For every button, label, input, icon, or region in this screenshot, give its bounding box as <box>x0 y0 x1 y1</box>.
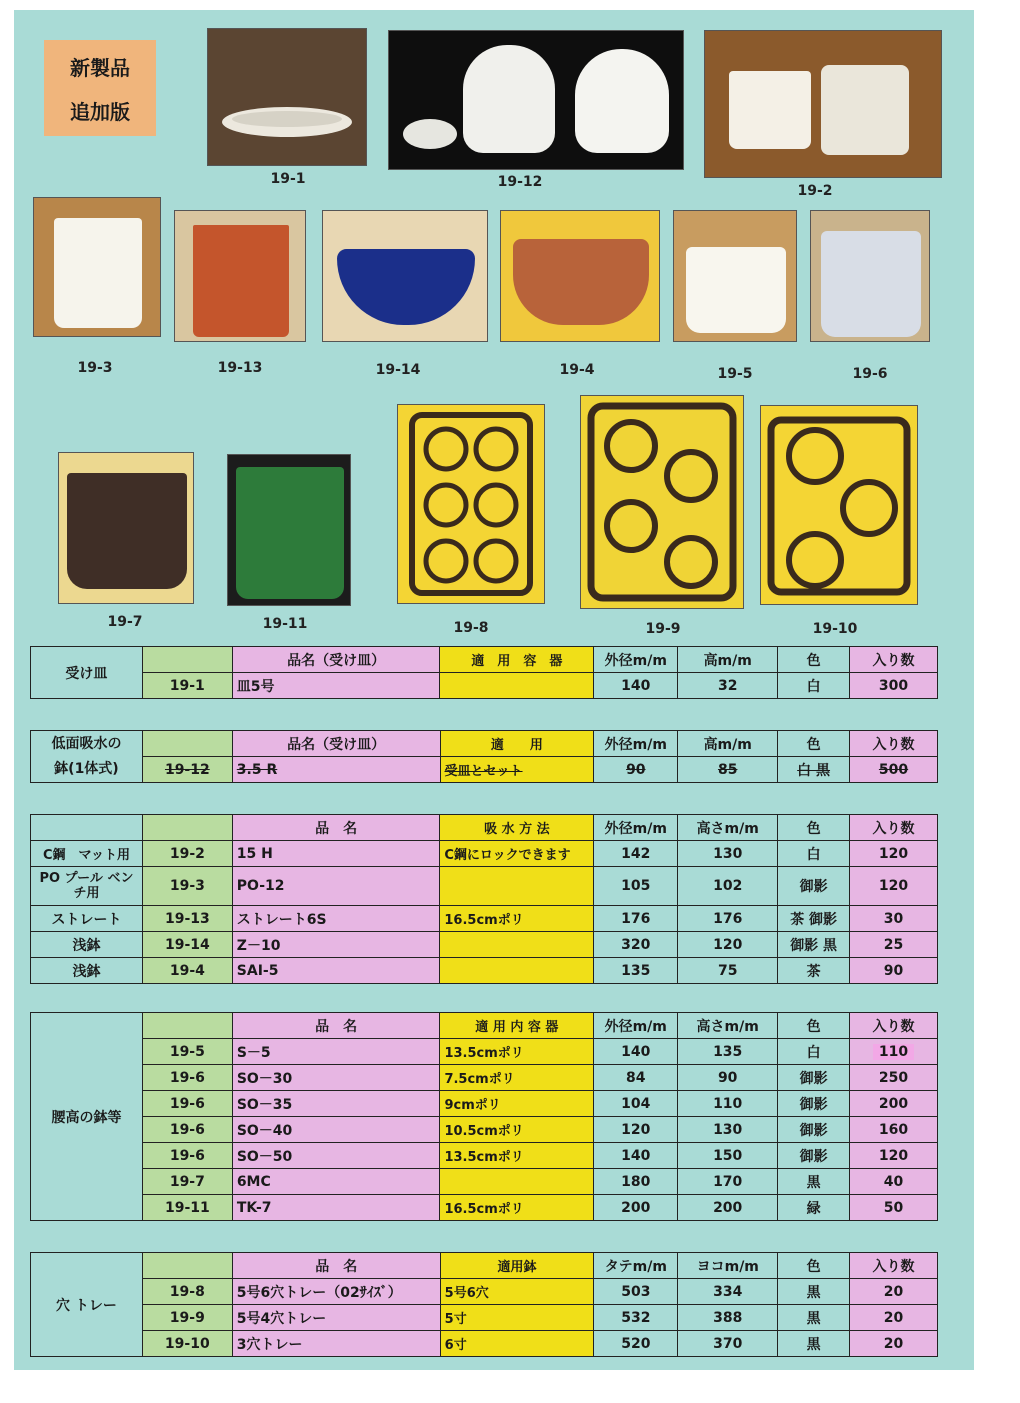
product-photo-19-6 <box>810 210 930 342</box>
photo-caption: 19-3 <box>77 360 113 376</box>
photo-caption: 19-9 <box>645 621 681 637</box>
section-label-line-2: 鉢(1体式) <box>54 760 119 777</box>
new-product-badge <box>44 40 156 136</box>
col-header-qty: 入り数 <box>850 1253 938 1279</box>
col-header-dia: 外径m/m <box>594 1013 678 1039</box>
table-row: 19-9 5号4穴トレー 5寸 532 388 黒 20 <box>31 1305 938 1331</box>
photo-caption: 19-8 <box>453 620 489 636</box>
bottom-watering-table <box>30 730 938 783</box>
table-row: 19-8 5号6穴トレー（02ｻｲｽﾞ） 5号6穴 503 334 黒 20 <box>31 1279 938 1305</box>
product-photo-19-1 <box>207 28 367 166</box>
col-header-color: 色 <box>778 647 850 673</box>
product-photo-19-3 <box>33 197 161 337</box>
tray-3-hole-image <box>761 406 917 604</box>
tray-4-hole-image <box>581 396 743 608</box>
col-header-color: 色 <box>778 815 850 841</box>
photo-caption: 19-2 <box>797 183 833 199</box>
photo-caption: 19-12 <box>497 174 543 190</box>
product-photo-19-10 <box>760 405 918 605</box>
col-header-color: 色 <box>778 1253 850 1279</box>
product-photo-19-14 <box>322 210 488 342</box>
table-row: 19-6 SO－40 10.5cmポリ 120 130 御影 160 <box>31 1117 938 1143</box>
col-header-height: 高m/m <box>678 731 778 757</box>
hole-tray-table <box>30 1252 938 1357</box>
col-header-qty: 入り数 <box>850 731 938 757</box>
col-header-color: 色 <box>778 1013 850 1039</box>
photo-caption: 19-10 <box>812 621 858 637</box>
tall-pot-table <box>30 1012 938 1221</box>
photo-caption: 19-14 <box>375 362 421 378</box>
table-row: ストレート 19-13 ストレート6S 16.5cmポリ 176 176 茶 御影 30 <box>31 906 938 932</box>
table-row: 浅鉢 19-14 Z－10 320 120 御影 黒 25 <box>31 932 938 958</box>
col-header-height: 高さm/m <box>678 1013 778 1039</box>
col-header-app: 適 用 容 器 <box>440 647 594 673</box>
photo-caption: 19-1 <box>270 171 306 187</box>
col-header-qty: 入り数 <box>850 815 938 841</box>
photo-caption: 19-7 <box>107 614 143 630</box>
photo-caption: 19-4 <box>559 362 595 378</box>
col-header-name: 品 名 <box>232 1013 440 1039</box>
table-row: 19-7 6MC 180 170 黒 40 <box>31 1169 938 1195</box>
table-row: 19-11 TK-7 16.5cmポリ 200 200 緑 50 <box>31 1195 938 1221</box>
table-header-row <box>31 647 938 673</box>
table-row-discontinued: 19-12 3.5 R 受皿とセット 90 85 白 黒 500 <box>31 757 938 783</box>
product-photo-19-2 <box>704 30 942 178</box>
table-row: 19-6 SO－50 13.5cmポリ 140 150 御影 120 <box>31 1143 938 1169</box>
col-header-height: 高さm/m <box>678 815 778 841</box>
saucer-table <box>30 646 938 699</box>
table-row: 浅鉢 19-4 SAI-5 135 75 茶 90 <box>31 958 938 984</box>
product-photo-19-4 <box>500 210 660 342</box>
table-row: C鋼 マット用 19-2 15 H C鋼にロックできます 142 130 白 120 <box>31 841 938 867</box>
col-header-dia: 外径m/m <box>594 731 678 757</box>
tray-6-hole-image <box>398 405 544 603</box>
col-header-name: 品 名 <box>232 1253 440 1279</box>
product-photo-19-8 <box>397 404 545 604</box>
product-photo-19-11 <box>227 454 351 606</box>
badge-line-1: 新製品 <box>70 55 130 80</box>
col-header-name: 品 名 <box>232 815 440 841</box>
col-header-color: 色 <box>778 731 850 757</box>
col-header-qty: 入り数 <box>850 647 938 673</box>
badge-line-2: 追加版 <box>70 99 130 124</box>
table-header-row <box>31 1013 938 1039</box>
section-label: 穴 トレー <box>31 1253 143 1357</box>
table-row: 19-6 SO－30 7.5cmポリ 84 90 御影 250 <box>31 1065 938 1091</box>
section-label: 腰高の鉢等 <box>31 1013 143 1221</box>
product-photo-19-13 <box>174 210 306 342</box>
table-row: 19-6 SO－35 9cmポリ 104 110 御影 200 <box>31 1091 938 1117</box>
photo-caption: 19-5 <box>717 366 753 382</box>
product-photo-19-5 <box>673 210 797 342</box>
section-label: 受け皿 <box>31 647 143 699</box>
col-header-length: タテm/m <box>594 1253 678 1279</box>
table-row: PO プール ベンチ用 19-3 PO-12 105 102 御影 120 <box>31 867 938 906</box>
col-header-app: 適 用 内 容 器 <box>440 1013 594 1039</box>
table-row: 19-1 皿5号 140 32 白 300 <box>31 673 938 699</box>
col-header-height: 高m/m <box>678 647 778 673</box>
table-header-row <box>31 815 938 841</box>
table-row: 19-10 3穴トレー 6寸 520 370 黒 20 <box>31 1331 938 1357</box>
col-header-dia: 外径m/m <box>594 815 678 841</box>
product-photo-19-7 <box>58 452 194 604</box>
photo-caption: 19-11 <box>262 616 308 632</box>
table-row: 19-5 S－5 13.5cmポリ 140 135 白 110 <box>31 1039 938 1065</box>
highlighted-qty: 110 <box>873 1044 914 1060</box>
photo-caption: 19-6 <box>852 366 888 382</box>
col-header-app: 適 用 <box>440 731 594 757</box>
table-header-row <box>31 1253 938 1279</box>
col-header-app: 適用鉢 <box>440 1253 594 1279</box>
table-header-row <box>31 731 938 757</box>
section-label-line-1: 低面吸水の <box>51 735 122 752</box>
col-header-name: 品名（受け皿） <box>232 647 440 673</box>
col-header-dia: 外径m/m <box>594 647 678 673</box>
product-photo-19-9 <box>580 395 744 609</box>
product-photo-19-12 <box>388 30 684 170</box>
col-header-width: ヨコm/m <box>678 1253 778 1279</box>
col-header-qty: 入り数 <box>850 1013 938 1039</box>
mat-pot-table <box>30 814 938 984</box>
col-header-name: 品名（受け皿） <box>232 731 440 757</box>
photo-caption: 19-13 <box>217 360 263 376</box>
col-header-app: 吸 水 方 法 <box>440 815 594 841</box>
